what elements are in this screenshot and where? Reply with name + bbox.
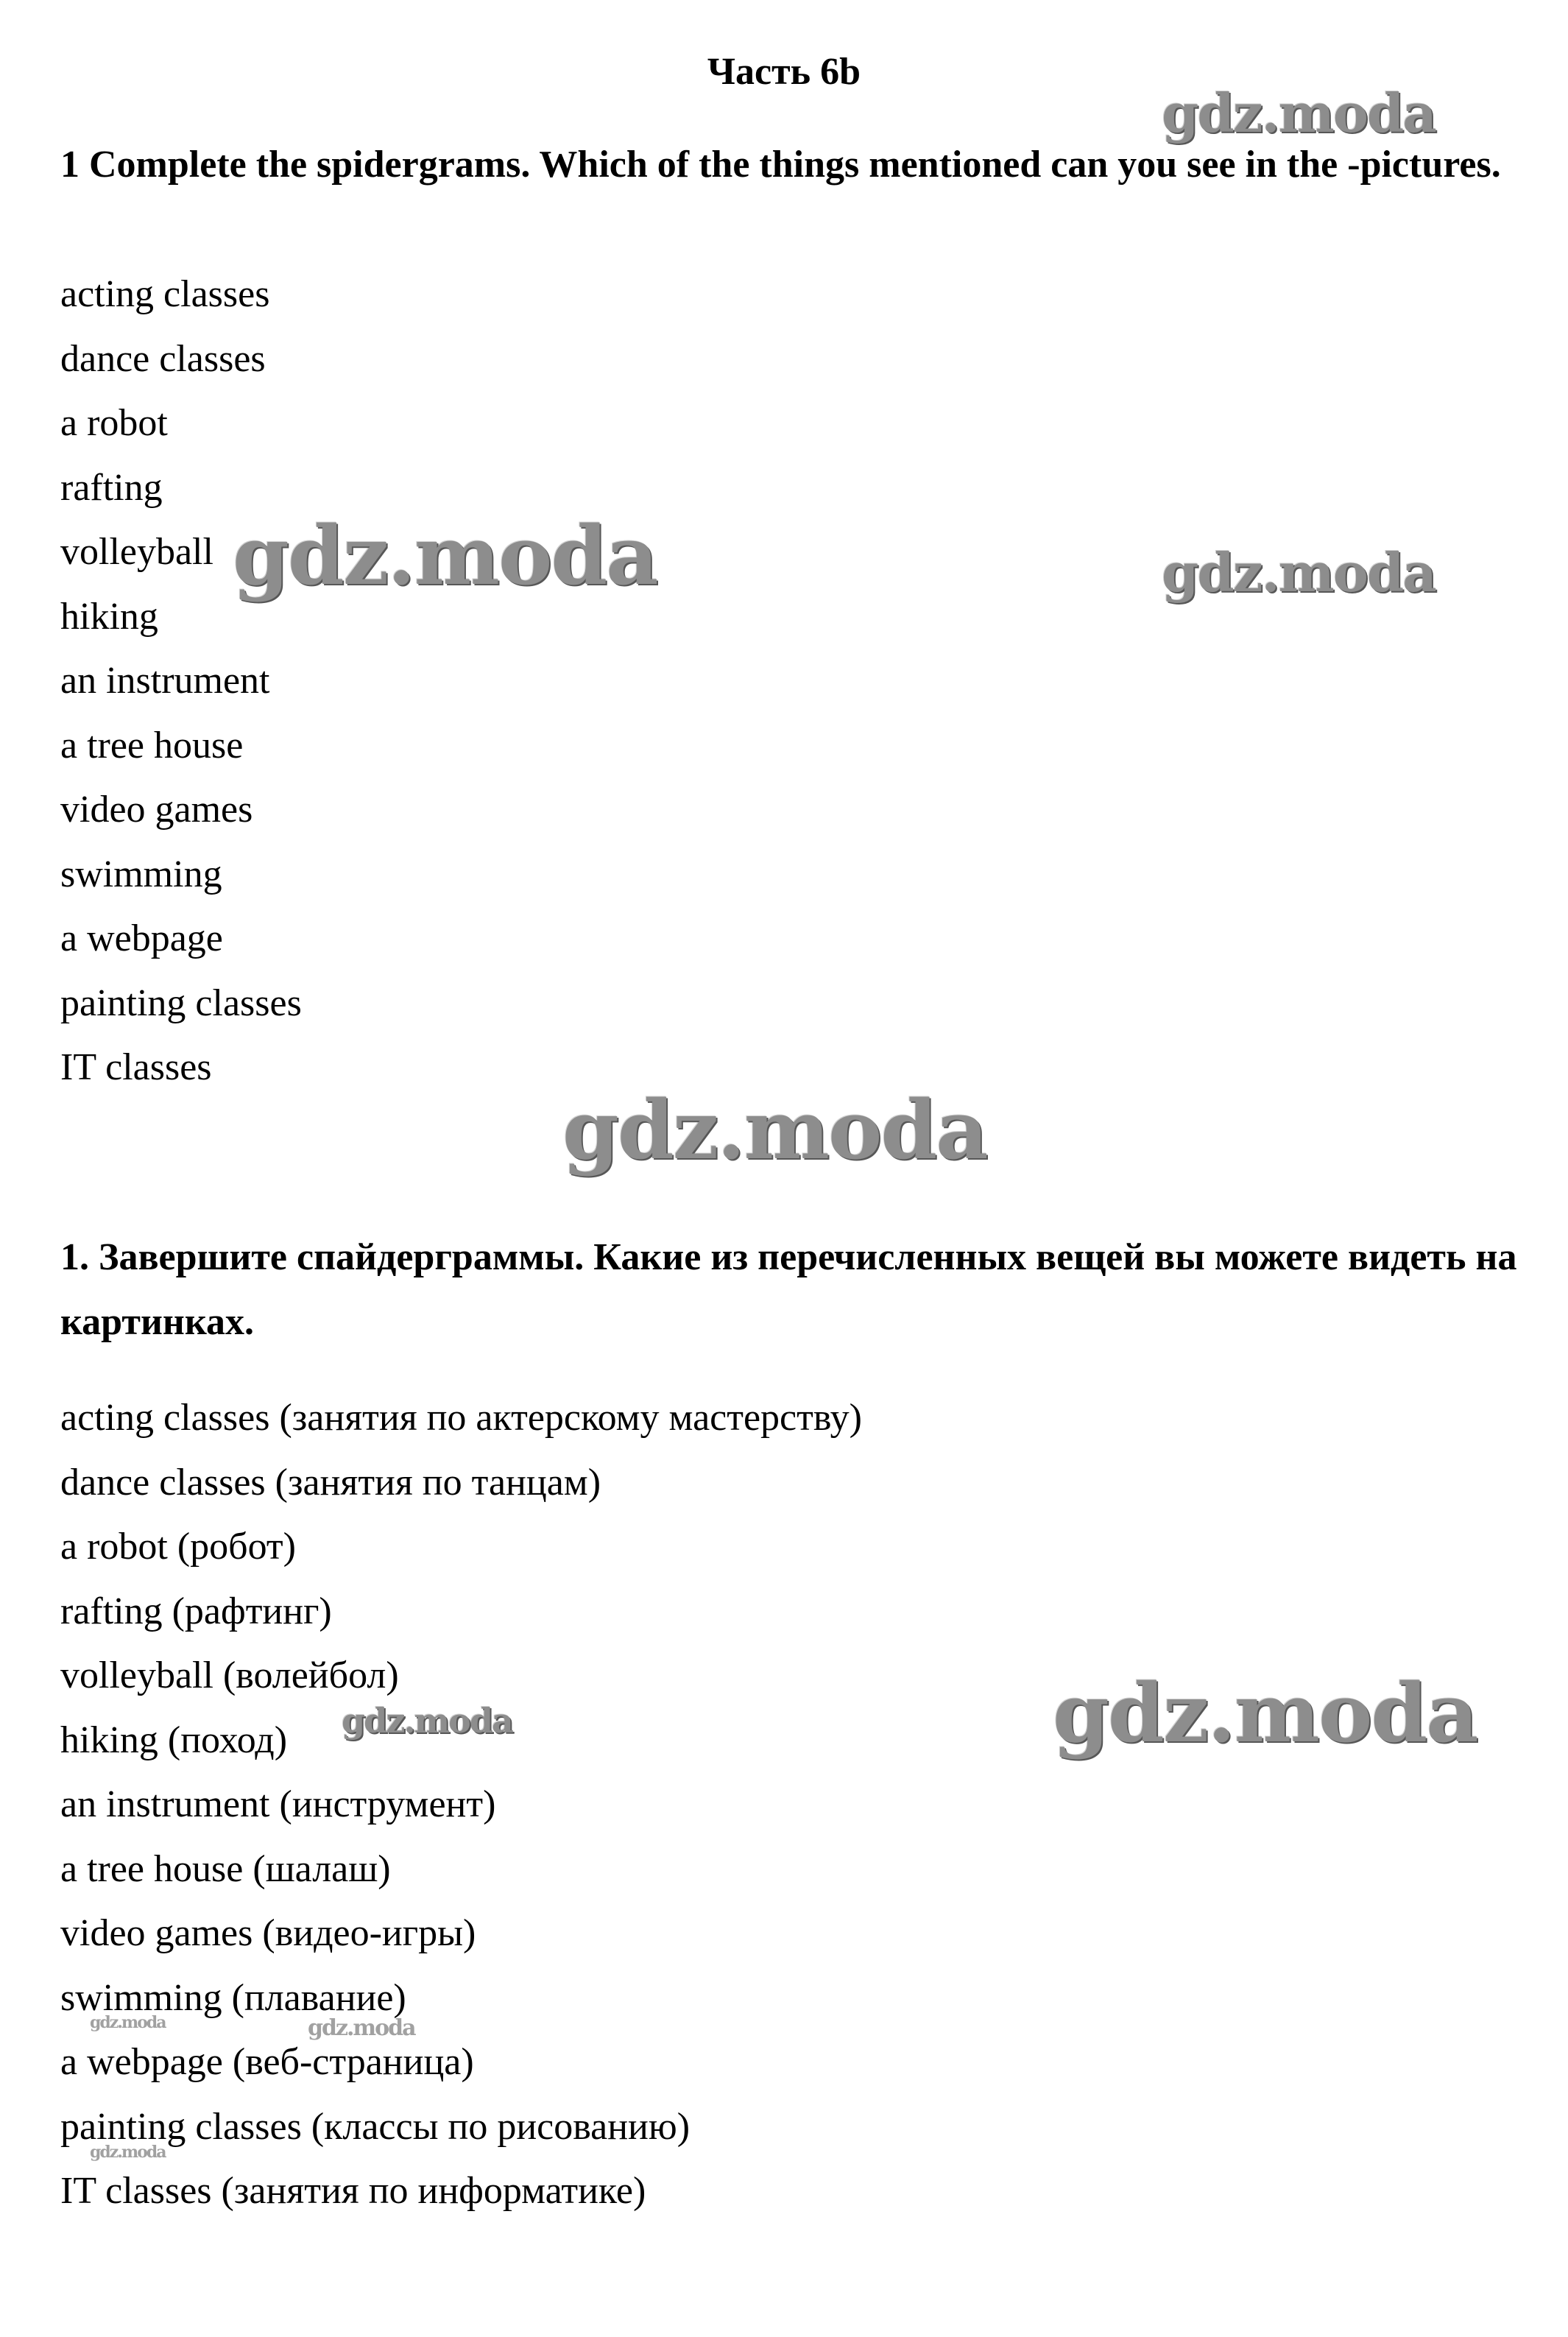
watermark: gdz.moda bbox=[233, 508, 657, 603]
list-item: an instrument (инструмент) bbox=[60, 1783, 496, 1825]
list-item: hiking bbox=[60, 595, 158, 638]
list-item: IT classes (занятия по информатике) bbox=[60, 2170, 646, 2212]
exercise-heading-en: 1 Complete the spidergrams. Which of the things mentioned can you see in the -pictures. bbox=[60, 144, 1501, 186]
list-item: a webpage (веб-страница) bbox=[60, 2041, 474, 2083]
list-item: acting classes bbox=[60, 273, 270, 315]
list-item: a webpage bbox=[60, 917, 223, 959]
watermark: gdz.moda bbox=[90, 2013, 166, 2032]
list-item: an instrument bbox=[60, 660, 270, 702]
list-item: a robot (робот) bbox=[60, 1526, 296, 1568]
page-title: Часть 6b bbox=[707, 51, 861, 93]
word-list-ru bbox=[60, 1386, 862, 2224]
list-item: acting classes (занятия по актерскому мастерству) bbox=[60, 1397, 862, 1439]
list-item: video games (видео-игры) bbox=[60, 1912, 476, 1954]
list-item: volleyball (волейбол) bbox=[60, 1654, 399, 1696]
word-list-en bbox=[60, 262, 302, 1100]
watermark: gdz.moda bbox=[1053, 1665, 1477, 1760]
list-item: a robot bbox=[60, 402, 168, 444]
list-item: swimming (плавание) bbox=[60, 1976, 406, 2019]
watermark: gdz.moda bbox=[562, 1082, 987, 1177]
list-item: IT classes bbox=[60, 1046, 212, 1088]
list-item: dance classes bbox=[60, 337, 266, 380]
exercise-heading-ru: 1. Завершите спайдерграммы. Какие из перечисленных вещей вы можете видеть на картинках. bbox=[60, 1236, 1517, 1343]
list-item: rafting bbox=[60, 466, 163, 509]
list-item: dance classes (занятия по танцам) bbox=[60, 1461, 601, 1504]
watermark: gdz.moda bbox=[90, 2143, 166, 2162]
list-item: rafting (рафтинг) bbox=[60, 1590, 332, 1632]
list-item: a tree house bbox=[60, 724, 244, 766]
list-item: video games bbox=[60, 789, 253, 831]
watermark: gdz.moda bbox=[342, 1701, 512, 1741]
watermark: gdz.moda bbox=[1162, 541, 1435, 604]
watermark: gdz.moda bbox=[308, 2015, 415, 2041]
list-item: volleyball bbox=[60, 531, 213, 573]
watermark: gdz.moda bbox=[1162, 82, 1435, 144]
list-item: swimming bbox=[60, 853, 222, 895]
list-item: painting classes (классы по рисованию) bbox=[60, 2105, 691, 2148]
list-item: hiking (поход) bbox=[60, 1719, 288, 1761]
list-item: painting classes bbox=[60, 981, 302, 1024]
list-item: a tree house (шалаш) bbox=[60, 1847, 391, 1890]
